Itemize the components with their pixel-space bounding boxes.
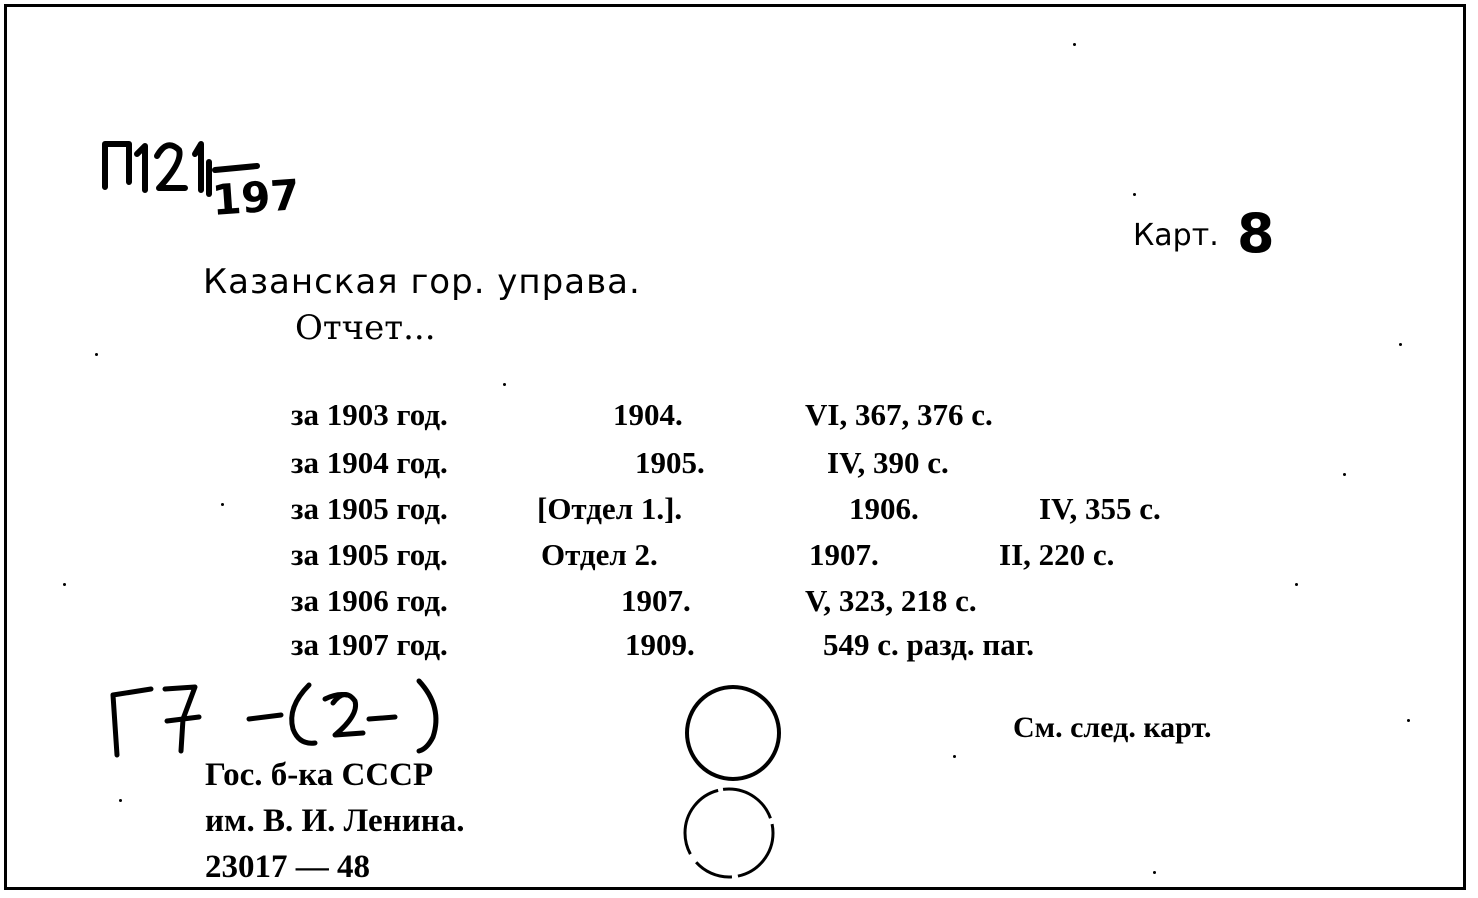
entry-pages: IV, 390 с.	[827, 445, 949, 480]
entry-pages: IV, 355 с.	[1039, 491, 1161, 526]
shelfmark-sub: 197	[210, 170, 302, 225]
entry-period: за 1905 год.	[291, 537, 448, 572]
entry-period: за 1904 год.	[291, 445, 448, 480]
speck	[1073, 43, 1076, 46]
entry-year: 1905.	[635, 445, 705, 480]
speck	[953, 755, 956, 758]
entry-year: 1907.	[621, 583, 691, 618]
punch-hole-icon	[677, 683, 797, 883]
entry-period: за 1906 год.	[291, 583, 448, 618]
speck	[63, 583, 66, 586]
entry-year: 1909.	[625, 627, 695, 662]
entry-pages: VI, 367, 376 с.	[805, 397, 993, 432]
library-line-2: им. В. И. Ленина.	[205, 803, 465, 839]
card-label: Карт.	[1133, 218, 1219, 253]
speck	[1295, 583, 1298, 586]
speck	[1407, 719, 1410, 722]
speck	[1133, 193, 1136, 196]
entry-period: за 1907 год.	[291, 627, 448, 662]
card-number-handwritten: 8	[1237, 202, 1275, 265]
speck	[221, 503, 224, 506]
card-title: Отчет...	[295, 308, 436, 348]
entry-year: 1904.	[613, 397, 683, 432]
print-code: 23017 — 48	[205, 849, 370, 885]
speck	[1343, 473, 1346, 476]
card-author: Казанская гор. управа.	[203, 262, 641, 302]
speck	[119, 799, 122, 802]
entry-pages: V, 323, 218 с.	[805, 583, 977, 618]
see-next-card: См. след. карт.	[1013, 711, 1212, 744]
speck	[503, 383, 506, 386]
library-line-1: Гос. б-ка СССР	[205, 757, 434, 793]
entry-year: 1907.	[809, 537, 879, 572]
entry-year: 1906.	[849, 491, 919, 526]
entry-section: Отдел 2.	[541, 537, 658, 572]
entry-period: за 1905 год.	[291, 491, 448, 526]
entry-pages: II, 220 с.	[999, 537, 1115, 572]
speck	[1153, 871, 1156, 874]
speck	[95, 353, 98, 356]
catalog-card	[4, 4, 1466, 890]
handwritten-shelfmark-2	[103, 659, 453, 769]
entry-period: за 1903 год.	[291, 397, 448, 432]
entry-section: [Отдел 1.].	[537, 491, 683, 526]
speck	[1399, 343, 1402, 346]
entry-pages: 549 с. разд. паг.	[823, 627, 1035, 662]
